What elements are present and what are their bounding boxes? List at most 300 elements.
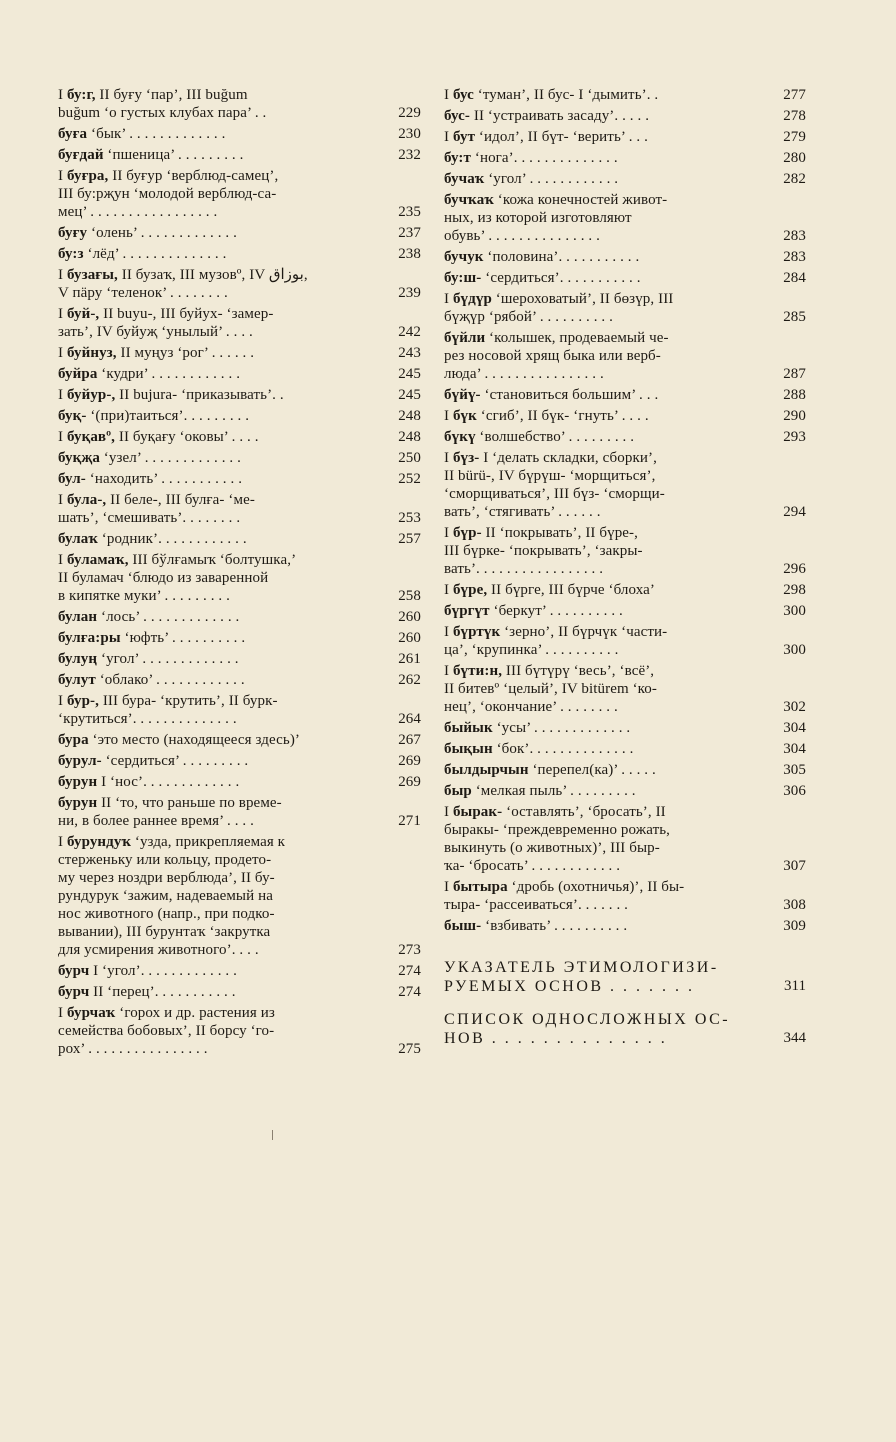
index-entry: [444, 329, 806, 383]
index-entry-line: быр ‘мелкая пыль’ . . . . . . . . .: [444, 783, 636, 799]
index-entry-line: быракы- ‘преждевременно рожать,: [444, 822, 671, 838]
index-entry-line: нос животного (напр., при подко-: [58, 906, 275, 922]
index-entry-line: V пäру ‘теленок’ . . . . . . . .: [58, 285, 228, 301]
index-entry-text: [444, 581, 766, 599]
index-entry: [58, 671, 421, 689]
index-entry-line: мец’ . . . . . . . . . . . . . . . . .: [58, 204, 218, 220]
index-entry: [444, 719, 806, 737]
index-entry-text: [444, 602, 766, 620]
headword: бурчаҡ: [66, 1005, 116, 1021]
headword: буғра,: [66, 168, 109, 184]
headword: буқҗа: [58, 450, 100, 466]
headword: буй-,: [66, 306, 100, 322]
index-entry: [444, 86, 806, 104]
index-entry: [444, 782, 806, 800]
headword: булан: [58, 609, 98, 625]
headword: бурч: [58, 963, 90, 979]
index-entry: [58, 692, 421, 728]
index-entry-text: [58, 794, 379, 830]
index-entry-text: [444, 917, 766, 935]
index-entry-text: [58, 245, 379, 263]
index-entry-line: buğum ‘о густых клубах пара’ . .: [58, 105, 267, 121]
index-entry-text: [58, 491, 379, 527]
index-entry-line: вывании), III бурунтаҡ ‘закрутка: [58, 924, 271, 940]
index-entry-line: булуң ‘угол’ . . . . . . . . . . . . .: [58, 651, 239, 667]
index-entry-line: бүҗүр ‘рябой’ . . . . . . . . . .: [444, 309, 613, 325]
index-entry-line: обувь’ . . . . . . . . . . . . . . .: [444, 228, 600, 244]
headword: булаҡ: [58, 531, 98, 547]
headword: буламаҡ,: [66, 552, 129, 568]
headword: буйра: [58, 366, 98, 382]
index-entry-page-number: 288: [783, 387, 806, 403]
headword: бул-: [58, 471, 86, 487]
index-entry: [58, 86, 421, 122]
headword: бу:т: [444, 150, 471, 166]
index-entry-page-number: 282: [783, 171, 806, 187]
index-entry-line: шать’, ‘смешивать’. . . . . . . .: [58, 510, 241, 526]
headword: бүйү-: [444, 387, 481, 403]
index-entry-line: бу:ш- ‘сердиться’. . . . . . . . . . .: [444, 270, 641, 286]
index-entry: [444, 602, 806, 620]
headword: бус: [452, 87, 474, 103]
index-entry: [58, 245, 421, 263]
index-entry-line: I буйнуз, II муңуз ‘рог’ . . . . . .: [58, 345, 255, 361]
index-entry-line: былдырчын ‘перепел(ка)’ . . . . .: [444, 762, 656, 778]
index-entry-line: булға:ры ‘юфть’ . . . . . . . . . .: [58, 630, 246, 646]
index-entry-line: бурч I ‘угол’. . . . . . . . . . . . .: [58, 963, 237, 979]
index-entry-line: ҡа- ‘бросать’ . . . . . . . . . . . .: [444, 858, 621, 874]
index-entry-line: бучаҡ ‘угол’ . . . . . . . . . . . .: [444, 171, 619, 187]
index-entry-page-number: 258: [398, 588, 421, 604]
index-entry-line: I бүз- I ‘делать складки, сборки’,: [444, 450, 657, 466]
headword: бурун: [58, 774, 98, 790]
index-entry-page-number: 245: [398, 387, 421, 403]
index-entry-text: [58, 344, 379, 362]
index-entry: [444, 803, 806, 875]
index-entry: [444, 386, 806, 404]
headword: буға: [58, 126, 88, 142]
headword: быр: [444, 783, 472, 799]
headword: бырак-: [452, 804, 503, 820]
headword: бықын: [444, 741, 493, 757]
headword: быш-: [444, 918, 482, 934]
section-gap: [444, 938, 806, 944]
index-entry: [444, 662, 806, 716]
index-entry-page-number: 277: [783, 87, 806, 103]
section-heading: [444, 1010, 806, 1048]
index-entry-page-number: 290: [783, 408, 806, 424]
index-entry: [444, 107, 806, 125]
index-entry-line: бурун II ‘то, что раньше по време-: [58, 795, 282, 811]
index-entry-line: I буқавº, II буқағу ‘оковы’ . . . .: [58, 429, 259, 445]
index-entry-line: I бырак- ‘оставлять’, ‘бросать’, II: [444, 804, 666, 820]
headword: бус-: [444, 108, 471, 124]
index-entry: [444, 248, 806, 266]
headword: быйык: [444, 720, 493, 736]
index-entry: [58, 365, 421, 383]
index-entry-line: I буйур-, II bujura- ‘приказывать’. .: [58, 387, 284, 403]
index-entry-line: II битевº ‘целый’, IV bitürem ‘ко-: [444, 681, 657, 697]
index-entry-line: нец’, ‘окончание’ . . . . . . . .: [444, 699, 618, 715]
index-entry-text: [444, 782, 766, 800]
index-entry-line: I бүти:н, III бүтүрү ‘весь’, ‘всё’,: [444, 663, 655, 679]
headword: бүргүт: [444, 603, 490, 619]
index-entry-text: [58, 86, 379, 122]
index-entry-text: [58, 125, 379, 143]
index-entry-text: [444, 329, 766, 383]
section-heading-line: НОВ . . . . . . . . . . . . . .: [444, 1030, 668, 1047]
index-entry-page-number: 273: [398, 942, 421, 958]
index-entry-line: бүргүт ‘беркут’ . . . . . . . . . .: [444, 603, 623, 619]
index-entry-line: буғдай ‘пшеница’ . . . . . . . . .: [58, 147, 244, 163]
index-entry-line: бурч II ‘перец’. . . . . . . . . . .: [58, 984, 236, 1000]
index-entry-page-number: 280: [783, 150, 806, 166]
index-entry: [58, 1004, 421, 1058]
index-entry-text: [58, 731, 379, 749]
index-entry-line: буға ‘бык’ . . . . . . . . . . . . .: [58, 126, 226, 142]
headword: буғдай: [58, 147, 104, 163]
index-entry-line: быш- ‘взбивать’ . . . . . . . . . .: [444, 918, 628, 934]
index-entry-page-number: 232: [398, 147, 421, 163]
index-entry-text: [58, 146, 379, 164]
index-entry: [444, 623, 806, 659]
index-entry-line: в кипятке муки’ . . . . . . . . .: [58, 588, 230, 604]
index-entry-page-number: 308: [783, 897, 806, 913]
index-entry: [58, 428, 421, 446]
index-entry-line: быйык ‘усы’ . . . . . . . . . . . . .: [444, 720, 631, 736]
index-entry-line: III бүрке- ‘покрывать’, ‘закры-: [444, 543, 643, 559]
index-entry: [58, 470, 421, 488]
index-entry-text: [444, 740, 766, 758]
index-entry-page-number: 279: [783, 129, 806, 145]
index-entry-line: ца’, ‘крупинка’ . . . . . . . . . .: [444, 642, 619, 658]
index-entry-text: [444, 386, 766, 404]
index-entry: [444, 149, 806, 167]
index-entry-text: [444, 878, 766, 914]
headword: бут: [452, 129, 476, 145]
index-entry-line: II bürü-, IV бүрүш- ‘морщиться’,: [444, 468, 656, 484]
index-entry-text: [444, 803, 766, 875]
index-entry-line: бурул- ‘сердиться’ . . . . . . . . .: [58, 753, 249, 769]
index-entry-line: бус- II ‘устраивать засаду’. . . . .: [444, 108, 650, 124]
headword: бүкү: [444, 429, 476, 445]
index-entry-line: бу:т ‘нога’. . . . . . . . . . . . . .: [444, 150, 618, 166]
headword: былдырчын: [444, 762, 529, 778]
section-heading-line: РУЕМЫХ ОСНОВ . . . . . . .: [444, 978, 695, 995]
index-entry: [444, 761, 806, 779]
headword: булуң: [58, 651, 98, 667]
index-entry-line: буғу ‘олень’ . . . . . . . . . . . . .: [58, 225, 237, 241]
section-heading-line: СПИСОК ОДНОСЛОЖНЫХ ОС-: [444, 1011, 731, 1028]
index-entry: [58, 491, 421, 527]
index-entry-page-number: 302: [783, 699, 806, 715]
index-entry-line: семейства бобовых’, II борсу ‘го-: [58, 1023, 275, 1039]
index-entry-line: бучҡаҡ ‘кожа конечностей живот-: [444, 192, 668, 208]
headword: бучҡаҡ: [444, 192, 494, 208]
index-entry-line: булаҡ ‘родник’. . . . . . . . . . . .: [58, 531, 247, 547]
index-entry: [58, 305, 421, 341]
index-entry-line: рох’ . . . . . . . . . . . . . . . .: [58, 1041, 208, 1057]
index-entry: [444, 269, 806, 287]
index-entry-line: бықын ‘бок’. . . . . . . . . . . . . .: [444, 741, 634, 757]
index-entry: [58, 266, 421, 302]
index-entry-line: бурун I ‘нос’. . . . . . . . . . . . .: [58, 774, 240, 790]
index-entry-page-number: 283: [783, 249, 806, 265]
headword: бу:з: [58, 246, 84, 262]
index-entry: [58, 344, 421, 362]
index-entry-page-number: 305: [783, 762, 806, 778]
index-entry-page-number: 304: [783, 720, 806, 736]
index-entry: [58, 386, 421, 404]
index-entry-text: [58, 962, 379, 980]
headword: бу:ш-: [444, 270, 482, 286]
index-entry-text: [444, 428, 766, 446]
index-entry-text: [444, 269, 766, 287]
index-entry-text: [444, 107, 766, 125]
index-entry-page-number: 264: [398, 711, 421, 727]
index-entry-text: [58, 773, 379, 791]
index-entry-text: [444, 128, 766, 146]
index-entry-page-number: 238: [398, 246, 421, 262]
right-column: [444, 86, 806, 1054]
index-entry-text: [58, 407, 379, 425]
index-entry: [58, 629, 421, 647]
section-heading-line: УКАЗАТЕЛЬ ЭТИМОЛОГИЗИ-: [444, 959, 719, 976]
index-entry: [58, 833, 421, 959]
index-entry: [444, 407, 806, 425]
index-entry-text: [58, 650, 379, 668]
headword: бурул-: [58, 753, 102, 769]
index-entry-text: [58, 386, 379, 404]
index-entry-line: ни, в более раннее время’ . . . .: [58, 813, 254, 829]
index-entry-text: [58, 692, 379, 728]
index-entry: [444, 290, 806, 326]
headword: бүдүр: [452, 291, 492, 307]
index-entry-text: [58, 752, 379, 770]
index-entry-text: [58, 224, 379, 242]
index-entry-line: бүйли ‘колышек, продеваемый че-: [444, 330, 669, 346]
index-entry-line: I бузағы, II бузаҡ, III музовº, IV بوزاق,: [58, 267, 308, 283]
index-entry: [58, 146, 421, 164]
index-entry: [444, 449, 806, 521]
index-entry-line: бучук ‘половина’. . . . . . . . . . .: [444, 249, 640, 265]
index-entry-page-number: 260: [398, 609, 421, 625]
index-entry-line: I буй-, II buyu-, III буйух- ‘замер-: [58, 306, 274, 322]
index-entry-page-number: 237: [398, 225, 421, 241]
index-entry-page-number: 278: [783, 108, 806, 124]
index-entry-page-number: 248: [398, 429, 421, 445]
headword: бурч: [58, 984, 90, 1000]
index-entry: [58, 224, 421, 242]
index-entry-text: [444, 248, 766, 266]
section-heading-text: [444, 958, 766, 996]
section-heading-page-number: 344: [783, 1030, 806, 1046]
index-entry-page-number: 285: [783, 309, 806, 325]
headword: бүйли: [444, 330, 486, 346]
index-entry-line: ‘сморщиваться’, III бүз- ‘сморщи-: [444, 486, 665, 502]
index-entry-text: [58, 167, 379, 221]
index-entry-page-number: 243: [398, 345, 421, 361]
index-entry-line: I бүдүр ‘шероховатый’, II бөзүр, III: [444, 291, 674, 307]
index-entry-line: стерженьку или кольцу, продето-: [58, 852, 272, 868]
section-heading-text: [444, 1010, 766, 1048]
headword: бучаҡ: [444, 171, 485, 187]
index-entry-line: I бурундуҡ ‘узда, прикрепляемая к: [58, 834, 286, 850]
index-entry-line: вать’, ‘стягивать’ . . . . . .: [444, 504, 601, 520]
headword: бурундуҡ: [66, 834, 132, 850]
index-entry-text: [58, 365, 379, 383]
index-entry-line: булут ‘облако’ . . . . . . . . . . . .: [58, 672, 245, 688]
index-entry-page-number: 300: [783, 603, 806, 619]
index-entry-page-number: 267: [398, 732, 421, 748]
index-entry: [444, 917, 806, 935]
left-column: [58, 86, 421, 1061]
index-entry-line: вать’. . . . . . . . . . . . . . . . .: [444, 561, 604, 577]
index-entry-line: II буламач ‘блюдо из заваренной: [58, 570, 269, 586]
index-entry-line: бу:з ‘лёд’ . . . . . . . . . . . . . .: [58, 246, 227, 262]
index-entry-page-number: 275: [398, 1041, 421, 1057]
section-heading: [444, 958, 806, 996]
index-entry-page-number: 306: [783, 783, 806, 799]
index-entry-page-number: 300: [783, 642, 806, 658]
index-entry: [444, 878, 806, 914]
headword: бура: [58, 732, 89, 748]
index-entry-line: выкинуть (о животных)’, III быр-: [444, 840, 660, 856]
index-entry-line: люда’ . . . . . . . . . . . . . . . .: [444, 366, 604, 382]
index-entry-page-number: 293: [783, 429, 806, 445]
index-entry: [58, 983, 421, 1001]
index-entry-page-number: 239: [398, 285, 421, 301]
index-entry-line: ‘крутиться’. . . . . . . . . . . . . .: [58, 711, 237, 727]
index-entry: [58, 962, 421, 980]
index-entry-text: [444, 761, 766, 779]
headword: буйнуз,: [66, 345, 117, 361]
index-entry-line: зать’, IV буйуҗ ‘унылый’ . . . .: [58, 324, 253, 340]
headword: бурун: [58, 795, 98, 811]
index-entry-page-number: 296: [783, 561, 806, 577]
index-entry-text: [58, 608, 379, 626]
index-entry-text: [58, 671, 379, 689]
index-entry-page-number: 252: [398, 471, 421, 487]
index-entry: [58, 608, 421, 626]
index-entry-text: [58, 266, 379, 302]
index-entry-line: бүйү- ‘становиться большим’ . . .: [444, 387, 659, 403]
index-entry-page-number: 307: [783, 858, 806, 874]
index-entry-line: I була-, II беле-, III булға- ‘ме-: [58, 492, 255, 508]
index-entry-page-number: 284: [783, 270, 806, 286]
index-entry-text: [444, 524, 766, 578]
headword: бу:г,: [66, 87, 96, 103]
index-entry-text: [444, 191, 766, 245]
index-entry-line: рез носовой хрящ быка или верб-: [444, 348, 661, 364]
index-entry-line: I бу:г, II буғу ‘пар’, III buğum: [58, 87, 248, 103]
index-entry-text: [58, 305, 379, 341]
index-entry-page-number: 271: [398, 813, 421, 829]
index-entry-text: [444, 149, 766, 167]
headword: буйур-,: [66, 387, 116, 403]
index-entry-page-number: 262: [398, 672, 421, 688]
index-entry-line: I бытыра ‘дробь (охотничья)’, II бы-: [444, 879, 685, 895]
index-entry: [58, 551, 421, 605]
index-entry-page-number: 248: [398, 408, 421, 424]
index-entry-page-number: 294: [783, 504, 806, 520]
index-entry-text: [58, 449, 379, 467]
index-entry-page-number: 283: [783, 228, 806, 244]
index-entry-line: ных, из которой изготовляют: [444, 210, 632, 226]
index-entry-page-number: 250: [398, 450, 421, 466]
headword: буқ-: [58, 408, 87, 424]
index-entry-line: бура ‘это место (находящееся здесь)’: [58, 732, 301, 748]
index-entry-text: [58, 428, 379, 446]
index-entry-page-number: 269: [398, 753, 421, 769]
index-entry-text: [58, 983, 379, 1001]
index-entry: [58, 530, 421, 548]
index-entry: [58, 449, 421, 467]
index-entry: [58, 773, 421, 791]
index-entry-text: [444, 407, 766, 425]
index-entry-page-number: 274: [398, 984, 421, 1000]
index-entry-text: [444, 623, 766, 659]
index-entry-page-number: 298: [783, 582, 806, 598]
index-entry-page-number: 245: [398, 366, 421, 382]
headword: булут: [58, 672, 96, 688]
index-entry: [58, 731, 421, 749]
index-entry-page-number: 269: [398, 774, 421, 790]
headword: буғу: [58, 225, 88, 241]
index-entry-text: [58, 629, 379, 647]
headword: бүз-: [452, 450, 480, 466]
headword: бузағы,: [66, 267, 118, 283]
index-entry-line: тыра- ‘рассеиваться’. . . . . . .: [444, 897, 629, 913]
index-entry-line: булан ‘лось’ . . . . . . . . . . . . .: [58, 609, 240, 625]
index-entry-page-number: 230: [398, 126, 421, 142]
index-entry-line: III бу:рҗун ‘молодой верблюд-са-: [58, 186, 277, 202]
headword: бүртүк: [452, 624, 501, 640]
index-entry-text: [58, 530, 379, 548]
index-entry: [58, 650, 421, 668]
index-entry-page-number: 242: [398, 324, 421, 340]
index-entry: [58, 167, 421, 221]
index-entry-line: му через ноздри верблюда’, II бу-: [58, 870, 275, 886]
index-entry-text: [58, 551, 379, 605]
index-entry-page-number: 304: [783, 741, 806, 757]
index-entry-text: [444, 449, 766, 521]
index-entry-line: I буғра, II буғур ‘верблюд-самец’,: [58, 168, 279, 184]
index-entry-line: I бут ‘идол’, II бүт- ‘верить’ . . .: [444, 129, 648, 145]
index-entry-line: буқҗа ‘узел’ . . . . . . . . . . . . .: [58, 450, 241, 466]
index-entry-text: [58, 470, 379, 488]
headword: бүк: [452, 408, 477, 424]
index-entry-line: буйра ‘кудри’ . . . . . . . . . . . .: [58, 366, 241, 382]
index-entry-page-number: 260: [398, 630, 421, 646]
index-entry: [444, 524, 806, 578]
index-entry-page-number: 253: [398, 510, 421, 526]
index-entry-line: I бүк ‘сгиб’, II бүк- ‘гнуть’ . . . .: [444, 408, 649, 424]
index-entry-page-number: 287: [783, 366, 806, 382]
index-entry-line: для усмирения животного’. . . .: [58, 942, 259, 958]
index-entry-line: I буламаҡ, III бўлғамыҡ ‘болтушка,’: [58, 552, 297, 568]
index-entry-page-number: 261: [398, 651, 421, 667]
headword: бүти:н,: [452, 663, 503, 679]
index-entry-text: [58, 833, 379, 959]
index-entry-page-number: 229: [398, 105, 421, 121]
index-entry: [58, 407, 421, 425]
index-entry-line: I бус ‘туман’, II бус- I ‘дымить’. .: [444, 87, 659, 103]
index-entry-line: бүкү ‘волшебство’ . . . . . . . . .: [444, 429, 635, 445]
index-entry: [444, 191, 806, 245]
index-entry-line: бул- ‘находить’ . . . . . . . . . . .: [58, 471, 243, 487]
headword: бүре,: [452, 582, 488, 598]
